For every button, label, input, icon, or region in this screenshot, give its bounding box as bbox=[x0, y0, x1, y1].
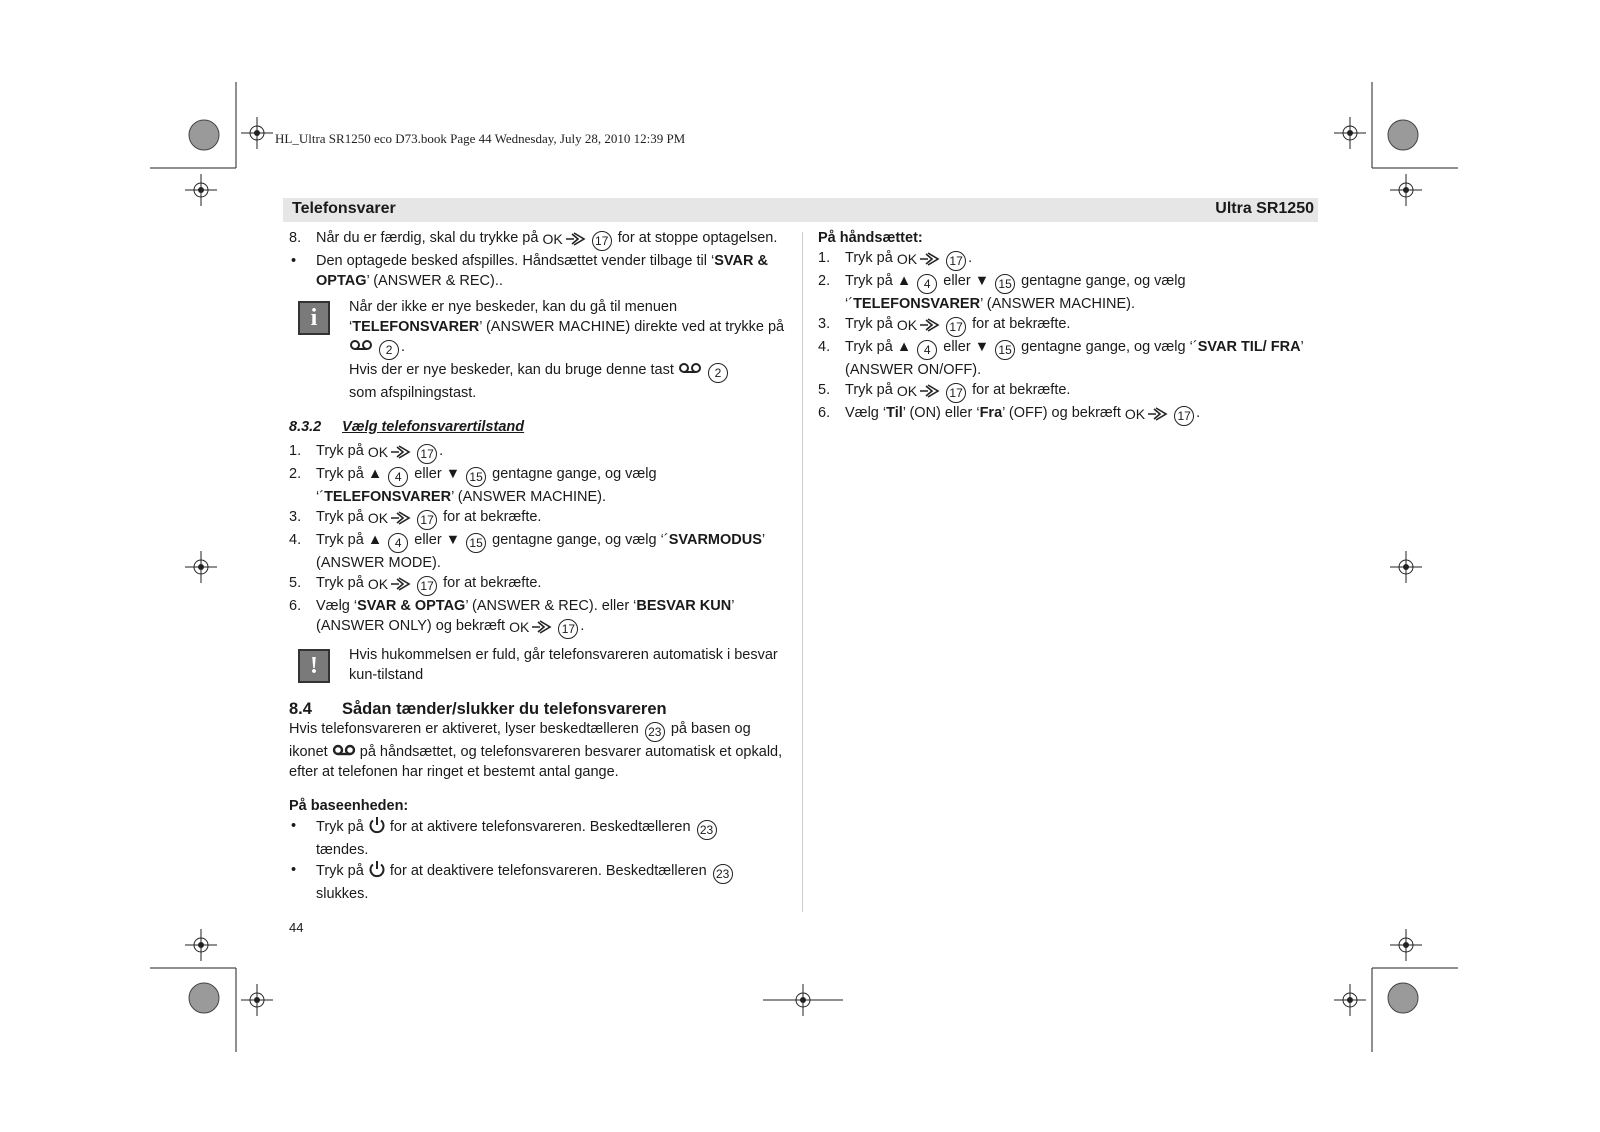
step-6: 6. Vælg ‘SVAR & OPTAG’ (ANSWER & REC). eller ‘BESVAR KUN’ (ANSWER ONLY) og bekræft OK 17 . bbox=[289, 596, 789, 639]
up-arrow-icon: ▲ bbox=[896, 273, 912, 289]
step-1: 1. Tryk på OK 17 . bbox=[289, 441, 789, 464]
down-arrow-icon: ▼ bbox=[974, 273, 990, 289]
ok-arrow-icon: OK bbox=[368, 508, 411, 528]
ok-arrow-icon: OK bbox=[897, 249, 940, 269]
down-arrow-icon: ▼ bbox=[445, 466, 461, 482]
handset-step-2: 2. Tryk på ▲ 4 eller ▼ 15 gentagne gange, og vælg ‘´TELEFONSVARER’ (ANSWER MACHINE). bbox=[818, 273, 1186, 312]
step-2: 2. Tryk på ▲ 4 eller ▼ 15 gentagne gange, og vælg ‘´TELEFONSVARER’ (ANSWER MACHINE). bbox=[289, 466, 657, 505]
up-arrow-icon: ▲ bbox=[896, 339, 912, 355]
key-17-badge: 17 bbox=[592, 231, 612, 251]
header-section-title: Telefonsvarer bbox=[292, 200, 396, 217]
handset-step-1: 1. Tryk på OK 17 . bbox=[818, 248, 1318, 271]
info-note: i Når der ikke er nye beskeder, kan du gå til menuen ‘TELEFONSVARER’ (ANSWER MACHINE) direkte ved at trykke på 2 . Hvis der er nye beskeder, kan du bruge denne tast 2 som afspilningstast. bbox=[289, 297, 789, 403]
print-line: HL_Ultra SR1250 eco D73.book Page 44 Wednesday, July 28, 2010 12:39 PM bbox=[275, 131, 686, 146]
bullet-playback: • Den optagede besked afspilles. Håndsættet vender tilbage til ‘SVAR & OPTAG’ (ANSWER & REC).. bbox=[291, 253, 768, 289]
up-arrow-icon: ▲ bbox=[367, 466, 383, 482]
ok-arrow-icon: OK bbox=[509, 617, 552, 637]
ok-arrow-icon: OK bbox=[368, 442, 411, 462]
warning-icon: ! bbox=[298, 649, 330, 683]
base-bullet-2: • Tryk på for at deaktivere telefonsvareren. Beskedtælleren 23 slukkes. bbox=[289, 860, 789, 904]
base-unit-label: På baseenheden: bbox=[289, 798, 409, 814]
step-4: 4. Tryk på ▲ 4 eller ▼ 15 gentagne gange, og vælg ‘´SVARMODUS’ (ANSWER MODE). bbox=[289, 532, 766, 571]
registration-mark-icon bbox=[185, 117, 1422, 1016]
subsection-heading: 8.3.2 Vælg telefonsvarertilstand bbox=[289, 419, 525, 435]
up-arrow-icon: ▲ bbox=[367, 532, 383, 548]
section-paragraph: Hvis telefonsvareren er aktiveret, lyser beskedtælleren 23 på basen og ikonet på håndsættet, og telefonsvareren besvarer automatisk et opkald, efter at telefonen har ringet et bestemt antal gange. bbox=[289, 721, 783, 780]
down-arrow-icon: ▼ bbox=[974, 339, 990, 355]
section-heading: 8.4 Sådan tænder/slukker du telefonsvareren bbox=[289, 700, 667, 718]
handset-step-4: 4. Tryk på ▲ 4 eller ▼ 15 gentagne gange, og vælg ‘´SVAR TIL/ FRA’ (ANSWER ON/OFF). bbox=[818, 339, 1304, 378]
warning-note: ! Hvis hukommelsen er fuld, går telefonsvareren automatisk i besvar kun-tilstand bbox=[289, 645, 789, 685]
handset-step-5: 5. Tryk på OK 17 for at bekræfte. bbox=[818, 380, 1318, 403]
step-8: 8. Når du er færdig, skal du trykke på OK 17 for at stoppe optagelsen. bbox=[289, 228, 789, 251]
base-bullet-1: • Tryk på for at aktivere telefonsvareren. Beskedtælleren 23 tændes. bbox=[289, 816, 789, 860]
down-arrow-icon: ▼ bbox=[445, 532, 461, 548]
info-icon: i bbox=[298, 301, 330, 335]
step-3: 3. Tryk på OK 17 for at bekræfte. bbox=[289, 507, 789, 530]
ok-arrow-icon: OK bbox=[542, 229, 585, 249]
handset-label: På håndsættet: bbox=[818, 230, 923, 246]
ok-arrow-icon: OK bbox=[897, 381, 940, 401]
handset-step-6: 6. Vælg ‘Til’ (ON) eller ‘Fra’ (OFF) og bekræft OK 17 . bbox=[818, 403, 1318, 426]
page-number: 44 bbox=[289, 920, 304, 935]
step-5: 5. Tryk på OK 17 for at bekræfte. bbox=[289, 573, 789, 596]
header-model-name: Ultra SR1250 bbox=[1215, 200, 1314, 217]
ok-arrow-icon: OK bbox=[897, 315, 940, 335]
ok-arrow-icon: OK bbox=[368, 574, 411, 594]
handset-step-3: 3. Tryk på OK 17 for at bekræfte. bbox=[818, 314, 1318, 337]
ok-arrow-icon: OK bbox=[1125, 404, 1168, 424]
